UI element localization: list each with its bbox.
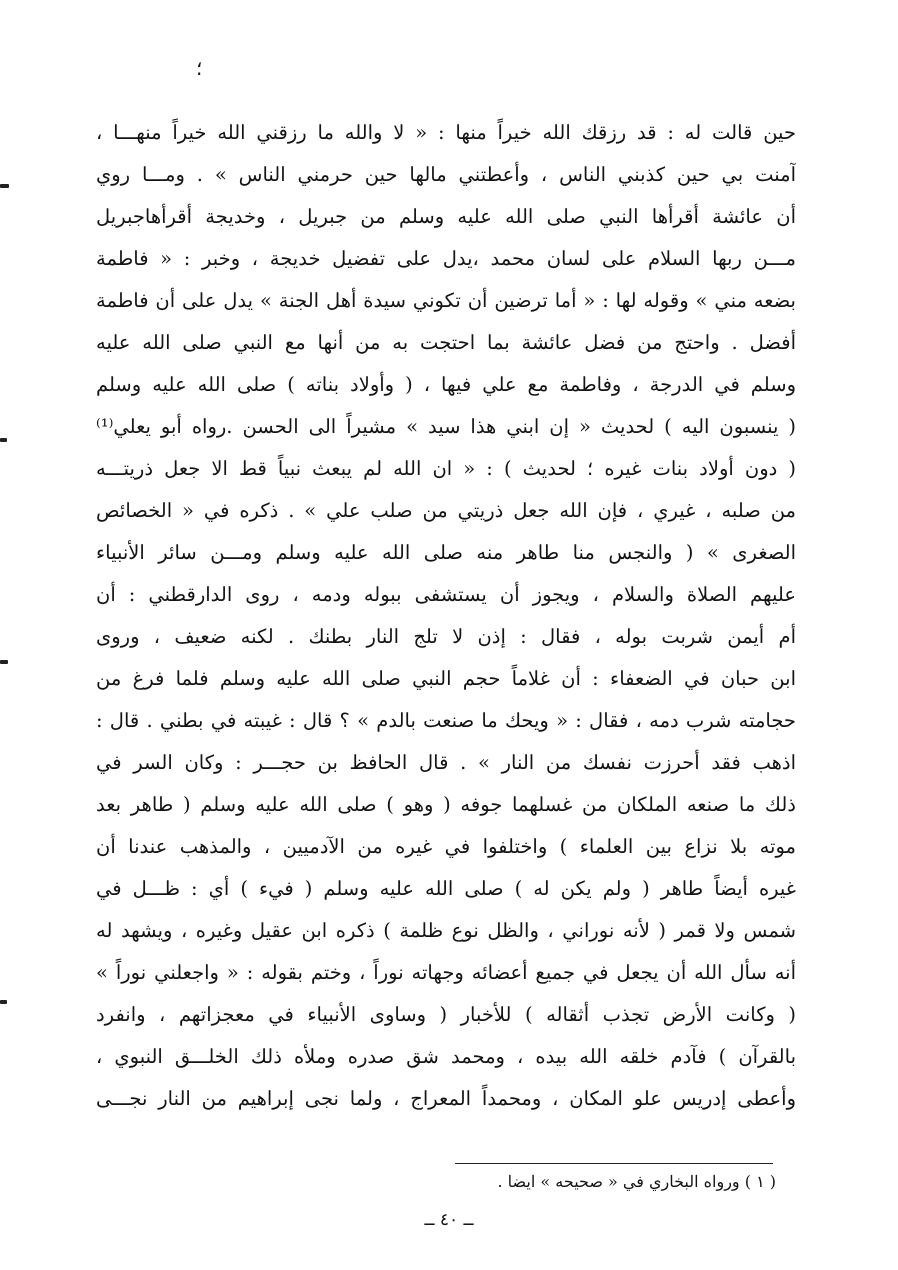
text-line: أن عائشة أقرأها النبي صلى الله عليه وسلم من جبريل ، وخديجة أقرأهاجبريل — [96, 205, 796, 228]
scan-edge-mark — [0, 184, 9, 188]
text-line: ( وكانت الأرض تجذب أثقاله ) للأخبار ( وساوى الأنبياء في معجزاتهم ، وانفرد — [96, 1003, 796, 1026]
text-line: عليهم الصلاة والسلام ، ويجوز أن يستشفى ببوله ودمه ، روى الدارقطني : أن — [96, 583, 796, 606]
top-margin-mark: ؛ — [196, 56, 203, 80]
text-line: اذهب فقد أحرزت نفسك من النار » . قال الحافظ بن حجـــر : وكان السر في — [96, 751, 796, 774]
text-line: حجامته شرب دمه ، فقال : « ويحك ما صنعت بالدم » ؟ قال : غيبته في بطني . قال : — [96, 709, 796, 732]
text-line: الصغرى » ( والنجس منا طاهر منه صلى الله عليه وسلم ومـــن سائر الأنبياء — [96, 541, 796, 564]
page-number: ــ ٤٠ ــ — [424, 1210, 474, 1230]
scan-edge-mark — [0, 1000, 7, 1004]
text-line: أفضل . واحتج من فضل عائشة بما احتجت به من أنها مع النبي صلى الله عليه — [96, 331, 796, 354]
text-line: أنه سأل الله أن يجعل في جميع أعضائه وجهاته نوراً ، وختم بقوله : « واجعلني نوراً » — [96, 961, 796, 984]
text-line: بالقرآن ) فآدم خلقه الله بيده ، ومحمد شق صدره وملأه ذلك الخلـــق النبوي ، — [96, 1045, 796, 1068]
text-line: وأعطى إدريس علو المكان ، ومحمداً المعراج ، ولما نجى إبراهيم من النار نجـــى — [96, 1087, 796, 1110]
text-line: حين قالت له : قد رزقك الله خيراً منها : « لا والله ما رزقني الله خيراً منهـــا ، — [96, 121, 796, 144]
body-text — [96, 112, 796, 1120]
text-line: من صلبه ، غيري ، فإن الله جعل ذريتي من صلب علي » . ذكره في « الخصائص — [96, 499, 796, 522]
text-line: بضعه مني » وقوله لها : « أما ترضين أن تكوني سيدة أهل الجنة » يدل على أن فاطمة — [96, 289, 796, 312]
text-line: وسلم في الدرجة ، وفاطمة مع علي فيها ، ( وأولاد بناته ) صلى الله عليه وسلم — [96, 373, 796, 396]
text-line: ( ينسبون اليه ) لحديث « إن ابني هذا سيد » مشيراً الى الحسن .رواه أبو يعلي⁽¹⁾ — [96, 415, 796, 438]
text-line: موته بلا نزاع بين العلماء ) واختلفوا في غيره من الآدميين ، والمذهب عندنا أن — [96, 835, 796, 858]
footnote-divider — [455, 1163, 773, 1164]
text-line: أم أيمن شربت بوله ، فقال : إذن لا تلج النار بطنك . لكنه ضعيف ، وروى — [96, 625, 796, 648]
footnote: ( ١ ) ورواه البخاري في « صحيحه » ايضا . — [497, 1172, 776, 1191]
text-line: شمس ولا قمر ( لأنه نوراني ، والظل نوع ظلمة ) ذكره ابن عقيل وغيره ، ويشهد له — [96, 919, 796, 942]
text-line: ذلك ما صنعه الملكان من غسلهما جوفه ( وهو ) صلى الله عليه وسلم ( طاهر بعد — [96, 793, 796, 816]
text-line: غيره أيضاً طاهر ( ولم يكن له ) صلى الله عليه وسلم ( فيء ) أي : ظـــل في — [96, 877, 796, 900]
text-line: مـــن ربها السلام على لسان محمد ،يدل على تفضيل خديجة ، وخبر : « فاطمة — [96, 247, 796, 270]
scan-edge-mark — [0, 660, 8, 664]
scan-edge-mark — [0, 438, 7, 442]
text-line: ابن حبان في الضعفاء : أن غلاماً حجم النبي صلى الله عليه وسلم فلما فرغ من — [96, 667, 796, 690]
text-line: آمنت بي حين كذبني الناس ، وأعطتني مالها حين حرمني الناس » . ومـــا روي — [96, 163, 796, 186]
text-line: ( دون أولاد بنات غيره ؛ لحديث ) : « ان الله لم يبعث نبياً قط الا جعل ذريتـــه — [96, 457, 796, 480]
